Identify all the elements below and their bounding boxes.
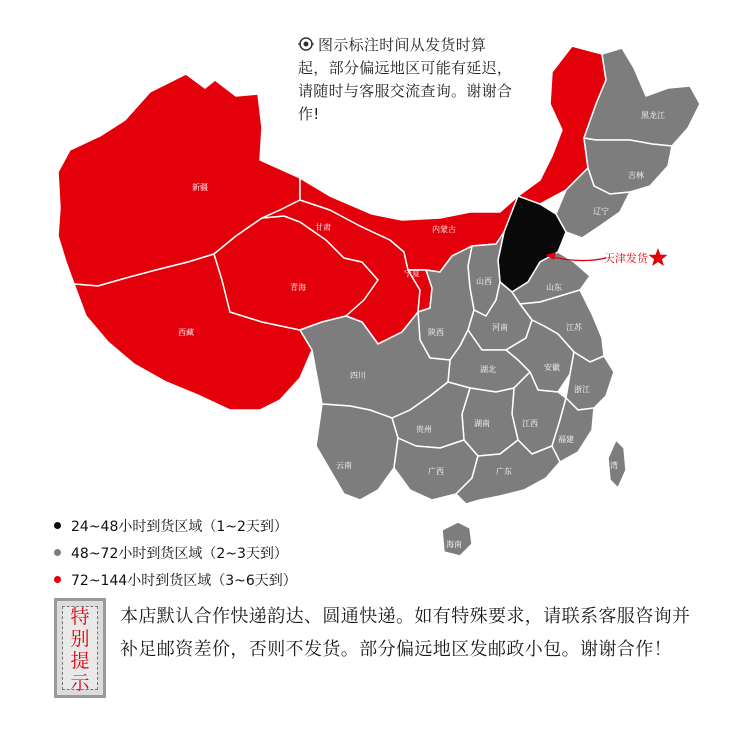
label-taiwan: 台湾: [602, 461, 618, 470]
label-jiangsu: 江苏: [566, 323, 582, 332]
label-jilin: 吉林: [628, 171, 644, 180]
legend-label: 24~48小时到货区域（1~2天到）: [71, 518, 288, 535]
label-anhui: 安徽: [544, 363, 560, 372]
note-text: 图示标注时间从发货时算起，部分偏远地区可能有延迟，请随时与客服交流查询。谢谢合作!: [298, 36, 513, 123]
target-icon: [298, 36, 314, 52]
origin-label: 天津发货: [604, 252, 648, 265]
label-tibet: 西藏: [178, 328, 194, 337]
label-heilongjiang: 黑龙江: [641, 111, 665, 120]
label-liaoning: 辽宁: [593, 207, 609, 216]
legend-label: 48~72小时到货区域（2~3天到）: [71, 545, 288, 562]
label-guangdong: 广东: [496, 467, 512, 476]
special-notice: [54, 598, 704, 702]
legend-dot: [54, 549, 61, 556]
label-henan: 河南: [492, 323, 508, 332]
star-icon: [649, 248, 668, 266]
region-jilin: [584, 138, 672, 194]
label-hunan: 湖南: [474, 419, 490, 428]
label-zhejiang: 浙江: [574, 385, 590, 394]
label-sichuan: 四川: [350, 371, 366, 380]
notice-title: 特别提示: [70, 606, 90, 694]
label-yunnan: 云南: [336, 461, 352, 470]
label-jiangxi: 江西: [522, 419, 538, 428]
legend-label: 72~144小时到货区域（3~6天到）: [71, 572, 297, 589]
region-yunnan: [316, 404, 398, 500]
legend-item-black: [54, 512, 297, 539]
notice-badge: [54, 598, 106, 698]
label-shanxi: 山西: [476, 277, 492, 286]
label-guizhou: 贵州: [416, 425, 432, 434]
map-legend: [54, 512, 297, 593]
label-shandong: 山东: [546, 283, 562, 292]
label-shaanxi: 陕西: [428, 328, 444, 337]
notice-text: 本店默认合作快递韵达、圆通快递。如有特殊要求，请联系客服咨询并补足邮资差价，否则不发货。部分偏远地区发邮政小包。谢谢合作！: [120, 606, 691, 660]
label-xinjiang: 新疆: [192, 183, 208, 192]
label-inner-mongolia: 内蒙古: [432, 225, 456, 234]
label-ningxia: 宁夏: [404, 269, 420, 278]
legend-item-gray: [54, 539, 297, 566]
delivery-note: [298, 34, 513, 126]
legend-dot: [54, 522, 61, 529]
legend-dot: [54, 576, 61, 583]
legend-item-red: [54, 566, 297, 593]
label-hubei: 湖北: [480, 365, 496, 374]
region-hainan: [442, 522, 472, 556]
label-qinghai: 青海: [290, 283, 306, 292]
label-guangxi: 广西: [428, 467, 444, 476]
label-fujian: 福建: [558, 435, 574, 444]
label-hainan: 海南: [446, 540, 462, 549]
label-gansu: 甘肃: [315, 223, 331, 232]
